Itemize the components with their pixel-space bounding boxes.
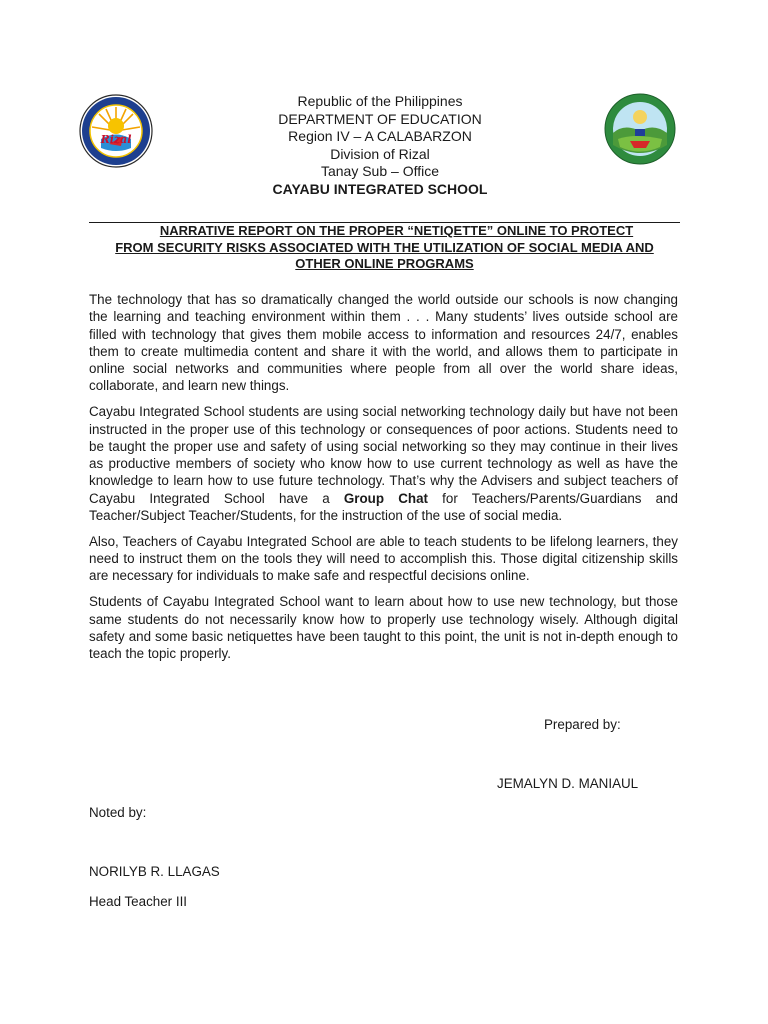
sub-office-line: Tanay Sub – Office xyxy=(320,163,440,180)
paragraph-3: Also, Teachers of Cayabu Integrated School are able to teach students to be lifelong learners, they need to instruct them on the tools they will need to accomplish this. Those digital citizenship skills are necessary for individuals to make safe and respectful decisions online. xyxy=(89,533,678,584)
report-title-line-1: NARRATIVE REPORT ON THE PROPER “NETIQETTE” ONLINE TO PROTECT xyxy=(159,223,634,238)
paragraph-2-text-b: for Teachers/Parents/Guardians and Teacher/Subject Teacher/Students, for the instruction of the use of social media. xyxy=(89,490,678,524)
school-name: CAYABU INTEGRATED SCHOOL xyxy=(272,180,488,197)
group-chat-emphasis: Group Chat xyxy=(343,490,428,506)
letterhead xyxy=(130,93,630,199)
prepared-by-label: Prepared by: xyxy=(544,717,621,732)
paragraph-2 xyxy=(89,403,678,524)
department-line: DEPARTMENT OF EDUCATION xyxy=(278,110,482,127)
republic-line: Republic of the Philippines xyxy=(297,93,463,109)
paragraph-1: The technology that has so dramatically changed the world outside our schools is now changing the learning and teaching environment within them . . . Many students’ lives outside school are filled with technology that gives them mobile access to information and resources 24/7, enables them to create multimedia content and share it with the world, and allows them to participate in online social networks and communities where people from all over the world share ideas, collaborate, and learn new things. xyxy=(89,292,678,394)
noter-title: Head Teacher III xyxy=(89,894,188,909)
region-line: Region IV – A CALABARZON xyxy=(288,128,472,145)
preparer-name: JEMALYN D. MANIAUL xyxy=(497,776,639,791)
paragraph-2-text-a: Cayabu Integrated School students are using social networking technology daily but have not been instructed in the proper use of this technology or consequences of poor actions. Students need to be taught the proper use and safety of using social networking so they may continue in their lives as productive members of society who know how to use current technology as well as have the knowledge to learn how to use future technology. That’s why the Advisers and subject teachers of Cayabu Integrated School have a xyxy=(89,404,678,506)
report-title xyxy=(89,223,680,273)
report-title-line-3: OTHER ONLINE PROGRAMS xyxy=(295,256,474,271)
noted-by-label: Noted by: xyxy=(89,805,147,820)
paragraph-4: Students of Cayabu Integrated School want to learn about how to use new technology, but those same students do not necessarily know how to properly use technology wisely. Although digital safety and some basic netiquettes have been taught to this point, the unit is not in-depth enough to teach the topic properly. xyxy=(89,594,678,662)
division-line: Division of Rizal xyxy=(330,145,430,162)
noter-name: NORILYB R. LLAGAS xyxy=(89,864,220,879)
report-body xyxy=(89,291,678,671)
report-title-line-2: FROM SECURITY RISKS ASSOCIATED WITH THE UTILIZATION OF SOCIAL MEDIA AND xyxy=(115,239,654,255)
rizal-seal-text: Rizal xyxy=(100,133,132,146)
